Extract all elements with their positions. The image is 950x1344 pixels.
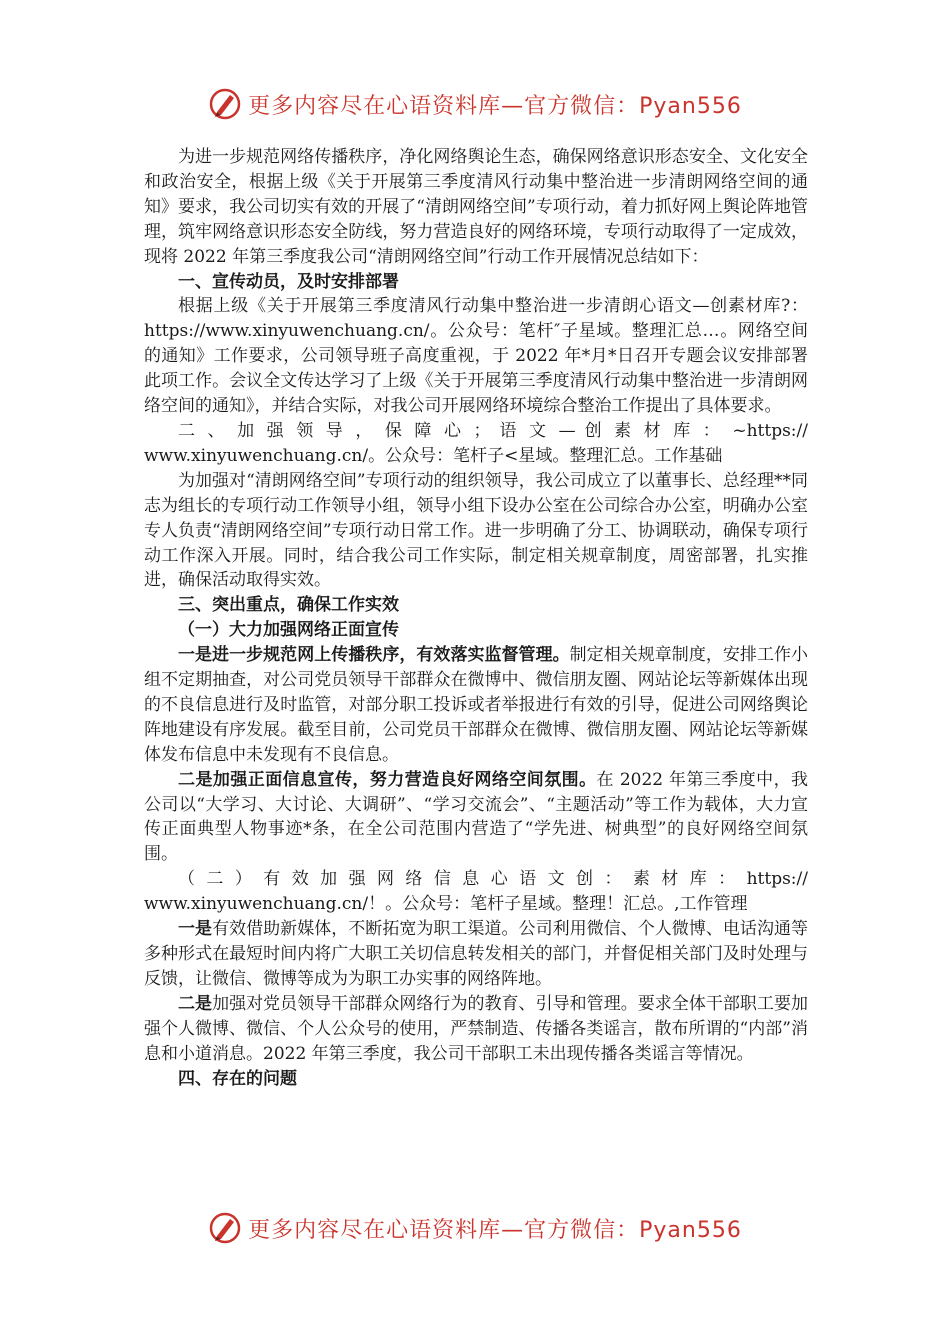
body-text: 制定相关规章制度，安排工作小组不定期抽查，对公司党员领导干部群众在微博中、微信朋友圈、网站论坛等新媒体出现的不良信息进行及时监管，对部分职工投诉或者举报进行有效的引导，促进公司网络舆论阵地建设有序发展。截至目前，公司党员干部群众在微博、微信朋友圈、网站论坛等新媒体发布信息中未发现有不良信息。 <box>144 645 809 765</box>
watermark-header <box>0 84 950 124</box>
paragraph-3-1-b <box>144 768 808 868</box>
subheading-3-2-line2: www.xinyuwenchuang.cn/！。公众号：笔杆子星域。整理！汇总。,工作管理 <box>144 894 748 915</box>
paragraph-section-2: 为加强对“清朗网络空间”专项行动的组织领导，我公司成立了以董事长、总经理**同志为组长的专项行动工作领导小组，领导小组下设办公室在公司综合办公室，明确办公室专人负责“清朗网络空间”专项行动日常工作。进一步明确了分工、协调联动，确保专项行动工作深入开展。同时，结合我公司工作实际，制定相关规章制度，周密部署，扎实推进，确保活动取得实效。 <box>144 470 808 591</box>
paragraph-3-2-b <box>144 992 808 1067</box>
watermark-text: 更多内容尽在心语资料库—官方微信：Pyan556 <box>248 93 742 119</box>
subheading-3-2-line1: （ 二 ） 有 效 加 强 网 络 信 息 心 语 文 创 ： 素 材 库 ： https:// <box>178 869 808 890</box>
paragraph-3-2-a <box>144 917 808 992</box>
watermark-footer <box>0 1208 950 1248</box>
paragraph-section-1: 根据上级《关于开展第三季度清风行动集中整治进一步清朗心语文—创素材库?：https://www.xinyuwenchuang.cn/。公众号：笔杆″子星域。整理汇总…。网络空间的通知》工作要求，公司领导班子高度重视，于 2022 年*月*日召开专题会议安排部署此项工作。会议全文传达学习了上级《关于开展第三季度清风行动集中整治进一步清朗网络空间的通知》，并结合实际，对我公司开展网络环境综合整治工作提出了具体要求。 <box>144 296 808 417</box>
lead-text: 一是进一步规范网上传播秩序，有效落实监督管理。 <box>178 645 570 666</box>
subheading-3-1: （一）大力加强网络正面宣传 <box>178 620 399 641</box>
heading-section-3: 三、突出重点，确保工作实效 <box>178 595 399 616</box>
heading-section-2-line2: www.xinyuwenchuang.cn/。公众号：笔杆子<星域。整理汇总。工作基础 <box>144 445 723 466</box>
paragraph-3-1-a <box>144 643 808 768</box>
lead-text: 二是加强正面信息宣传，努力营造良好网络空间氛围。 <box>178 769 597 790</box>
body-text: 有效借助新媒体，不断拓宽为职工渠道。公司利用微信、个人微博、电话沟通等多种形式在最短时间内将广大职工关切信息转发相关的部门，并督促相关部门及时处理与反馈，让微信、微博等成为为职工办实事的网络阵地。 <box>144 919 809 989</box>
heading-section-1: 一、宣传动员，及时安排部署 <box>178 271 399 292</box>
paragraph-intro: 为进一步规范网络传播秩序，净化网络舆论生态，确保网络意识形态安全、文化安全和政治安全，根据上级《关于开展第三季度清风行动集中整治进一步清朗网络空间的通知》要求，我公司切实有效的开展了“清朗网络空间”专项行动，着力抓好网上舆论阵地管理，筑牢网络意识形态安全防线，努力营造良好的网络环境，专项行动取得了一定成效，现将 2022 年第三季度我公司“清朗网络空间”行动工作开展情况总结如下： <box>144 147 808 267</box>
pen-logo-icon <box>208 87 242 121</box>
lead-text: 二是 <box>178 993 213 1014</box>
heading-section-4: 四、存在的问题 <box>178 1068 297 1089</box>
watermark-text: 更多内容尽在心语资料库—官方微信：Pyan556 <box>248 1217 742 1243</box>
pen-logo-icon <box>208 1211 242 1245</box>
lead-text: 一是 <box>178 919 213 940</box>
document-body <box>144 145 808 1091</box>
heading-section-2-line1: 二 、 加 强 领 导 ， 保 障 心 ； 语 文 — 创 素 材 库 ： ~https:// <box>178 420 808 441</box>
body-text: 加强对党员领导干部群众网络行为的教育、引导和管理。要求全体干部职工要加强个人微博、微信、个人公众号的使用，严禁制造、传播各类谣言，散布所谓的“内部”消息和小道消息。2022 年第三季度，我公司干部职工未出现传播各类谣言等情况。 <box>144 993 809 1064</box>
body-text: 在 2022 年第三季度中，我公司以“大学习、大讨论、大调研”、“学习交流会”、“主题活动”等工作为载体，大力宣传正面典型人物事迹*条，在全公司范围内营造了“学先进、树典型”的良好网络空间氛围。 <box>144 769 809 865</box>
